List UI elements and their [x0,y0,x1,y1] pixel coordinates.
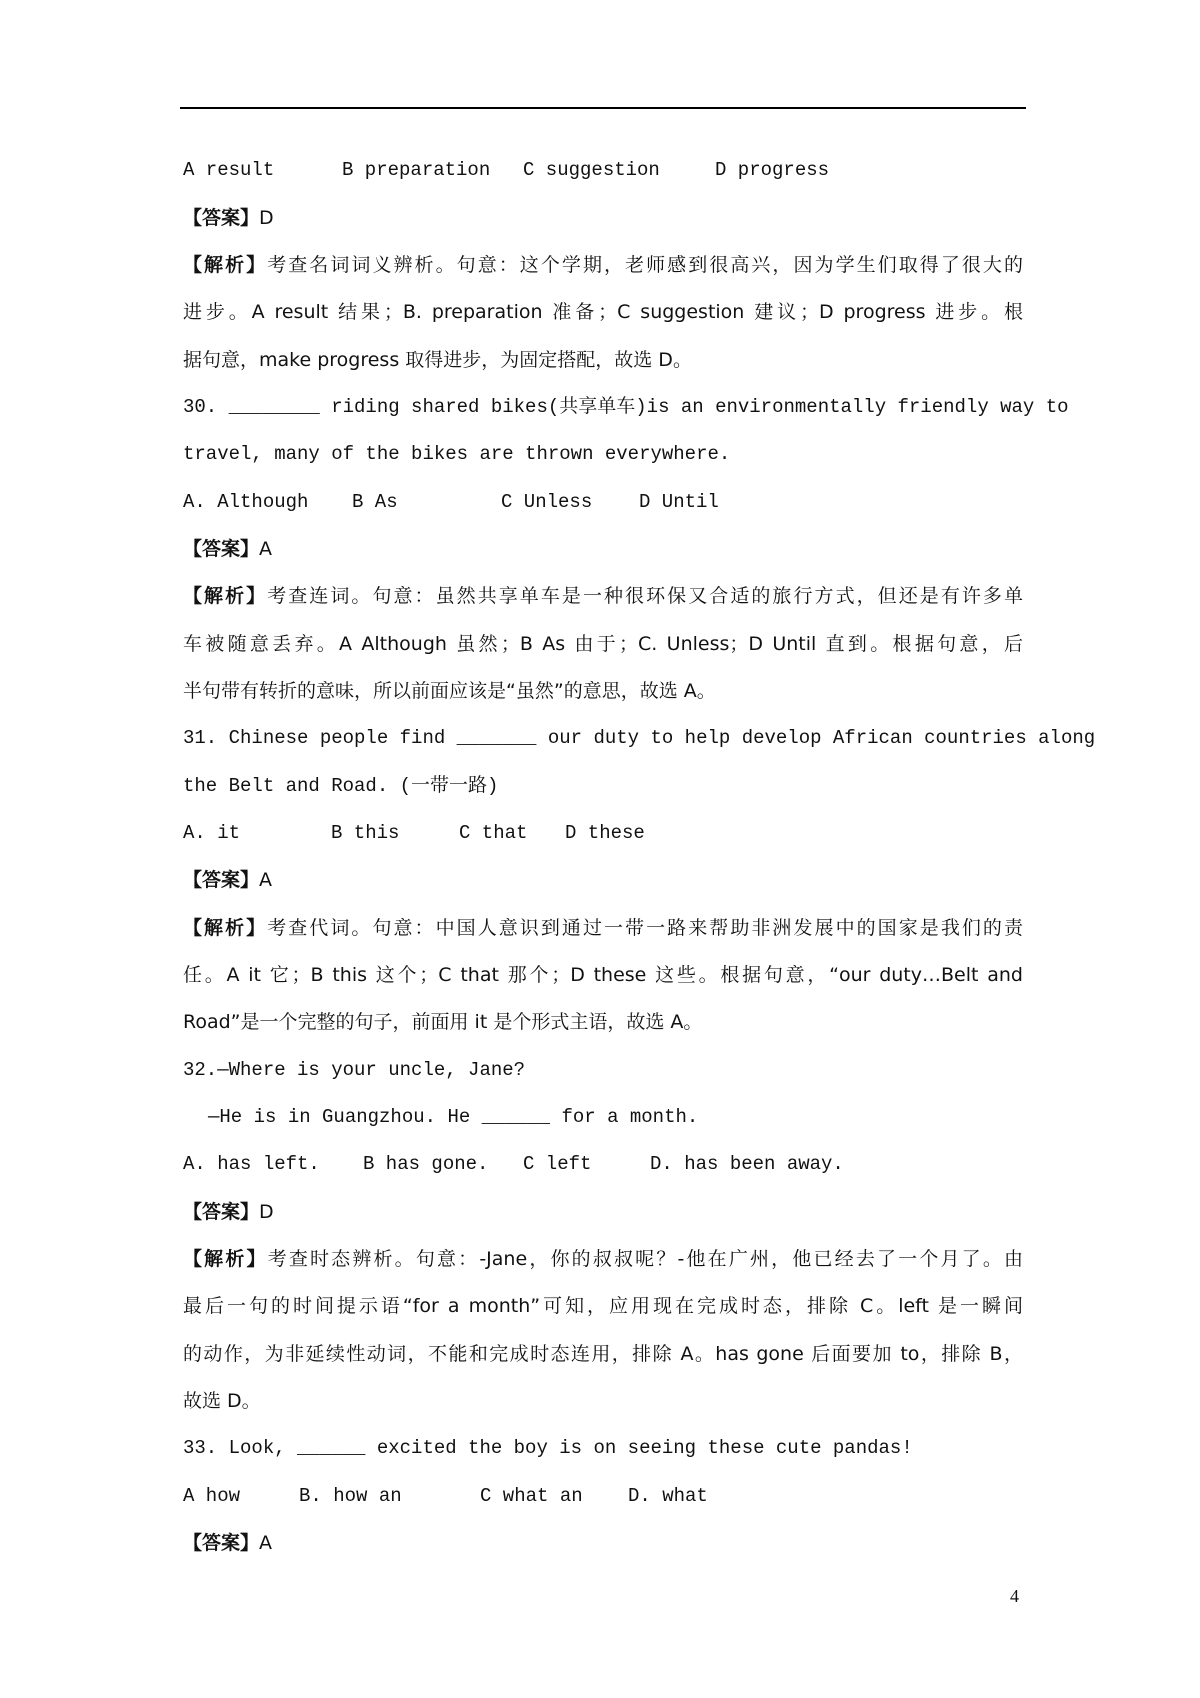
q29-analysis-line-1: 【解析】考查名词词义辨析。句意：这个学期，老师感到很高兴，因为学生们取得了很大的 [183,254,1023,276]
q29-option-a: A result [183,159,275,181]
q30-answer: 【答案】A [183,538,273,560]
q31-answer: 【答案】A [183,869,273,891]
q33-option-d: D. what [628,1485,708,1507]
q33-answer: 【答案】A [183,1532,273,1554]
q31-option-d: D these [565,822,645,844]
q29-option-c: C suggestion [523,159,660,181]
q32-analysis-line-2: 最后一句的时间提示语“for a month”可知，应用现在完成时态，排除 C。left 是一瞬间 [183,1295,1023,1317]
q31-analysis-line-3: Road”是一个完整的句子，前面用 it 是个形式主语，故选 A。 [183,1011,703,1033]
q32-analysis-line-4: 故选 D。 [183,1390,261,1412]
q32-options [183,1151,1023,1177]
q32-option-b: B has gone. [363,1153,489,1175]
header-rule [180,107,1026,109]
page-number: 4 [1010,1586,1019,1606]
q33-option-b: B. how an [299,1485,402,1507]
q30-analysis-line-3: 半句带有转折的意味，所以前面应该是“虽然”的意思，故选 A。 [183,680,716,702]
q33-option-c: C what an [480,1485,583,1507]
q32-option-a: A. has left. [183,1153,320,1175]
q29-option-d: D progress [715,159,830,181]
q30-stem-line-2: travel, many of the bikes are thrown everywhere. [183,443,731,465]
q33-option-a: A how [183,1485,241,1507]
q30-analysis-line-2: 车被随意丢弃。A Although 虽然；B As 由于；C. Unless；D Until 直到。根据句意，后 [183,633,1023,655]
q31-analysis-line-1: 【解析】考查代词。句意：中国人意识到通过一带一路来帮助非洲发展中的国家是我们的责 [183,917,1023,939]
q31-option-a: A. it [183,822,241,844]
q30-option-d: D Until [639,491,719,513]
q29-analysis-line-3: 据句意，make progress 取得进步，为固定搭配，故选 D。 [183,349,692,371]
q31-option-b: B this [331,822,400,844]
q32-analysis-line-3: 的动作，为非延续性动词，不能和完成时态连用，排除 A。has gone 后面要加 to，排除 B， [183,1343,1023,1365]
q30-analysis-line-1: 【解析】考查连词。句意：虽然共享单车是一种很环保又合适的旅行方式，但还是有许多单 [183,585,1023,607]
q30-option-a: A. Although [183,491,309,513]
q31-stem-line-1: 31. Chinese people find _______ our duty to help develop African countries along [183,727,1096,749]
q32-stem-line-2: —He is in Guangzhou. He ______ for a month. [208,1106,699,1128]
q30-options [183,489,1023,515]
q29-options [183,157,1023,183]
q29-answer: 【答案】D [183,207,274,229]
q31-options [183,820,1023,846]
q30-option-b: B As [352,491,398,513]
q30-option-c: C Unless [501,491,593,513]
q32-option-c: C left [523,1153,592,1175]
q30-stem-line-1: 30. ________ riding shared bikes(共享单车)is an environmentally friendly way to [183,396,1069,418]
q32-option-d: D. has been away. [650,1153,844,1175]
q29-analysis-line-2: 进步。A result 结果；B. preparation 准备；C suggestion 建议；D progress 进步。根 [183,301,1023,323]
q31-option-c: C that [459,822,528,844]
q29-option-b: B preparation [342,159,491,181]
q33-stem-line-1: 33. Look, ______ excited the boy is on seeing these cute pandas! [183,1437,913,1459]
q32-analysis-line-1: 【解析】考查时态辨析。句意：-Jane，你的叔叔呢？-他在广州，他已经去了一个月了。由 [183,1248,1023,1270]
q31-stem-line-2: the Belt and Road. (一带一路) [183,775,499,797]
q32-stem-line-1: 32.—Where is your uncle, Jane? [183,1059,526,1081]
q33-options [183,1483,1023,1509]
q31-analysis-line-2: 任。A it 它；B this 这个；C that 那个；D these 这些。根据句意，“our duty…Belt and [183,964,1023,986]
q32-answer: 【答案】D [183,1201,274,1223]
